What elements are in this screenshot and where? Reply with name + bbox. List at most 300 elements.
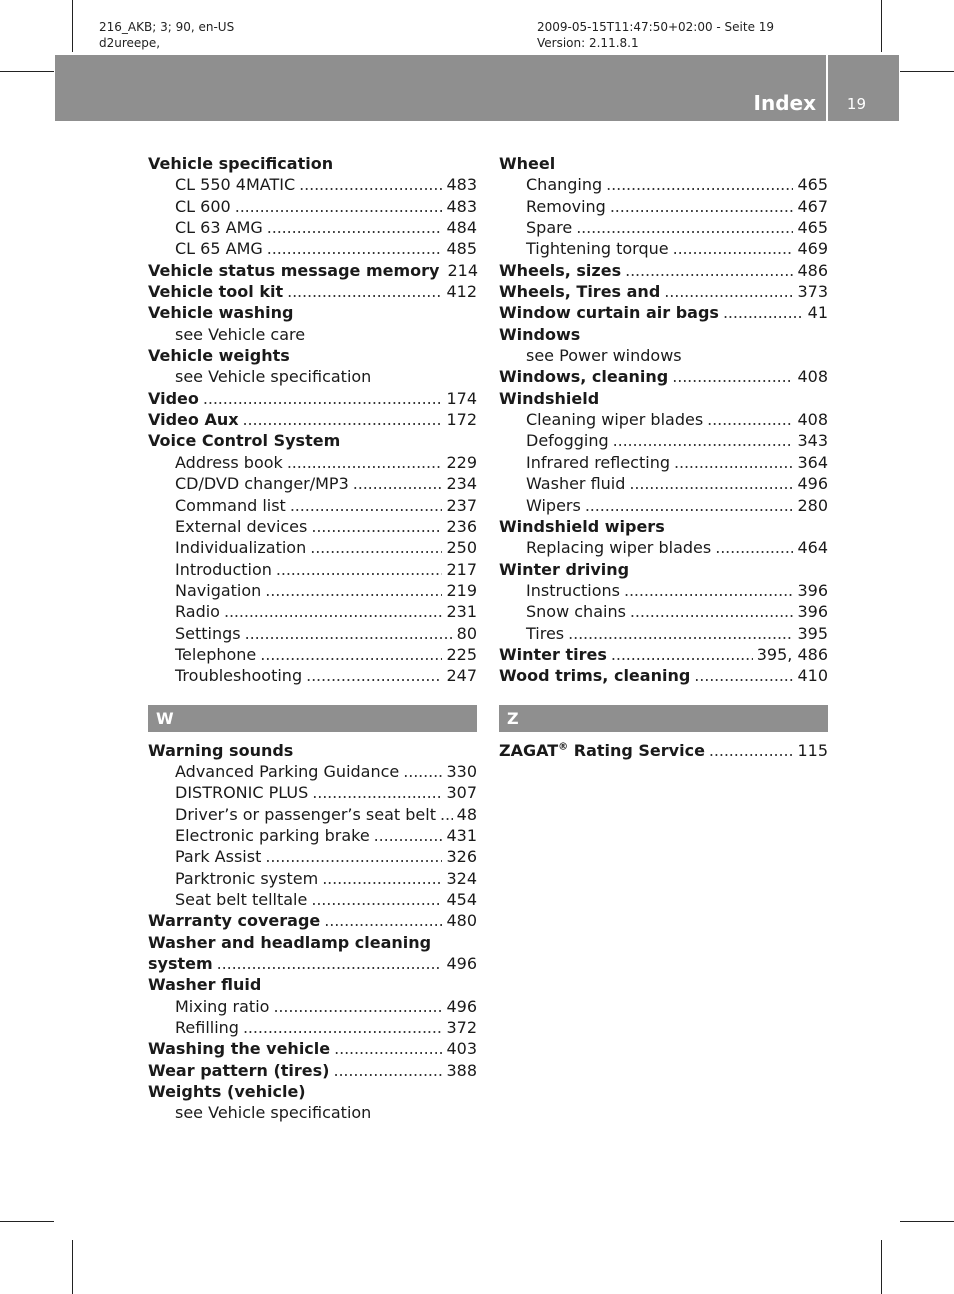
index-subentry — [148, 846, 477, 867]
print-meta-left-line-2: d2ureepe, — [99, 36, 161, 50]
entry-label: Wipers — [526, 495, 581, 515]
entry-text — [175, 559, 272, 580]
entry-label: Warranty coverage — [148, 911, 321, 931]
leader-dots — [287, 452, 443, 473]
index-list-v — [148, 153, 477, 687]
page-reference: 467 — [797, 196, 828, 216]
index-entry — [499, 516, 828, 537]
index-subentry — [499, 238, 828, 259]
crop-mark-bottom-right-horizontal — [900, 1221, 954, 1222]
crop-mark-top-right-vertical — [881, 0, 882, 52]
leader-dots — [312, 782, 442, 803]
entry-text — [499, 388, 599, 409]
index-entry — [148, 740, 477, 761]
leader-dots — [265, 846, 442, 867]
index-subentry — [148, 366, 477, 387]
leader-dots — [334, 1038, 442, 1059]
index-subentry — [148, 217, 477, 238]
index-subentry — [499, 174, 828, 195]
entry-label: Advanced Parking Guidance — [175, 761, 400, 781]
index-subentry — [148, 495, 477, 516]
entry-text — [526, 409, 703, 430]
page-reference: 280 — [797, 495, 828, 515]
entry-label: Cleaning wiper blades — [526, 410, 704, 430]
page-reference: 231 — [446, 602, 477, 622]
print-meta-left-line-1: 216_AKB; 3; 90, en-US — [99, 20, 235, 34]
index-subentry — [148, 196, 477, 217]
page-reference: 236 — [446, 516, 477, 536]
entry-text — [148, 932, 431, 953]
print-meta-right-line-1: 2009-05-15T11:47:50+02:00 - Seite 19 — [537, 20, 775, 34]
index-subentry — [148, 889, 477, 910]
page-reference: 174 — [446, 388, 477, 408]
index-subentry — [148, 804, 477, 825]
page-reference: 496 — [446, 996, 477, 1016]
entry-label: Wheels, sizes — [499, 260, 622, 280]
index-banner — [55, 55, 899, 121]
crop-mark-bottom-right-vertical — [881, 1240, 882, 1294]
entry-text — [148, 153, 333, 174]
index-entry — [148, 953, 477, 974]
entry-label: Washer fluid — [526, 474, 626, 494]
page-reference: 496 — [446, 954, 477, 974]
page-reference: 465 — [797, 175, 828, 195]
entry-text — [526, 623, 564, 644]
index-entry — [148, 1060, 477, 1081]
crop-mark-bottom-left-vertical — [72, 1240, 73, 1294]
entry-text — [175, 238, 263, 259]
entry-text — [175, 868, 318, 889]
index-entry — [499, 644, 828, 665]
entry-text — [148, 1060, 329, 1081]
entry-text — [175, 366, 371, 387]
page-reference: 396 — [797, 580, 828, 600]
entry-text — [499, 366, 668, 387]
leader-dots — [306, 665, 442, 686]
entry-text — [526, 495, 581, 516]
entry-label: Parktronic system — [175, 868, 319, 888]
page-reference: 330 — [446, 761, 477, 781]
leader-dots — [243, 409, 443, 430]
index-subentry — [148, 825, 477, 846]
section-title: Index — [753, 91, 816, 115]
entry-label: Introduction — [175, 559, 272, 579]
index-subentry — [148, 782, 477, 803]
page-reference: 237 — [446, 495, 477, 515]
page-reference: 247 — [446, 666, 477, 686]
entry-label: Seat belt telltale — [175, 890, 308, 909]
entry-text — [526, 217, 572, 238]
entry-text — [148, 302, 293, 323]
entry-label: Video Aux — [148, 410, 239, 430]
leader-dots — [625, 260, 793, 281]
entry-text — [175, 623, 241, 644]
index-entry — [499, 740, 828, 761]
entry-text — [175, 761, 399, 782]
page-reference: 496 — [797, 474, 828, 494]
entry-label: Windshield wipers — [499, 516, 665, 536]
entry-label: see Power windows — [526, 346, 682, 366]
leader-dots — [576, 217, 793, 238]
leader-dots — [299, 174, 442, 195]
entry-label: Address book — [175, 452, 283, 472]
leader-dots — [694, 665, 793, 686]
index-entry — [148, 302, 477, 323]
index-list-z — [499, 740, 828, 761]
page-reference: 483 — [446, 196, 477, 216]
entry-label: Radio — [175, 602, 220, 622]
index-subentry — [148, 537, 477, 558]
entry-text — [175, 996, 269, 1017]
section-header-z: Z — [499, 705, 828, 732]
index-subentry — [148, 996, 477, 1017]
entry-text — [175, 452, 283, 473]
entry-label: Windows — [499, 324, 581, 344]
entry-text — [526, 452, 670, 473]
entry-text — [175, 324, 305, 345]
leader-dots — [630, 601, 794, 622]
index-subentry — [148, 516, 477, 537]
index-entry — [148, 910, 477, 931]
entry-label: CL 550 4MATIC — [175, 175, 296, 195]
index-subentry — [499, 452, 828, 473]
entry-text — [526, 580, 620, 601]
entry-label: Troubleshooting — [175, 666, 303, 686]
index-subentry — [148, 1102, 477, 1123]
page-reference: 326 — [446, 847, 477, 867]
entry-label: Defogging — [526, 431, 609, 451]
leader-dots — [707, 409, 793, 430]
page-reference: 486 — [797, 260, 828, 280]
entry-text — [526, 345, 682, 366]
index-subentry — [499, 495, 828, 516]
index-subentry — [499, 217, 828, 238]
leader-dots — [664, 281, 793, 302]
entry-label: Weights (vehicle) — [148, 1082, 306, 1102]
index-column-left — [148, 153, 477, 1124]
entry-text — [526, 196, 606, 217]
entry-text — [526, 430, 609, 451]
index-entry — [499, 559, 828, 580]
entry-text — [175, 665, 302, 686]
entry-label: Winter driving — [499, 559, 630, 579]
entry-text — [526, 473, 625, 494]
page-reference: 48 — [456, 804, 477, 824]
entry-text — [526, 238, 669, 259]
page-reference: 214 — [447, 260, 479, 280]
page-reference: 80 — [456, 623, 477, 643]
entry-label: Infrared reflecting — [526, 452, 670, 472]
index-entry — [499, 260, 828, 281]
index-subentry — [148, 580, 477, 601]
entry-text — [499, 281, 660, 302]
leader-dots — [260, 644, 442, 665]
page-reference: 343 — [797, 431, 828, 451]
index-entry — [499, 153, 828, 174]
page-reference: 408 — [797, 410, 828, 430]
leader-dots — [715, 537, 793, 558]
entry-text — [175, 889, 307, 910]
section-header-w: W — [148, 705, 477, 732]
entry-label: CD/DVD changer/MP3 — [175, 474, 349, 494]
entry-text — [499, 740, 705, 761]
entry-text — [175, 495, 286, 516]
entry-label: Mixing ratio — [175, 996, 270, 1016]
leader-dots — [374, 825, 443, 846]
crop-mark-bottom-left-horizontal — [0, 1221, 54, 1222]
leader-dots — [723, 302, 804, 323]
entry-label: Command list — [175, 495, 286, 515]
leader-dots — [224, 601, 442, 622]
leader-dots — [673, 238, 794, 259]
index-entry — [148, 409, 477, 430]
leader-dots — [290, 495, 443, 516]
page-reference: 115 — [797, 740, 828, 760]
leader-dots — [267, 217, 443, 238]
registered-mark: ® — [558, 741, 569, 753]
entry-label: Voice Control System — [148, 431, 341, 451]
entry-text — [499, 516, 665, 537]
index-entry — [148, 153, 477, 174]
index-entry — [499, 324, 828, 345]
entry-text — [148, 1081, 306, 1102]
leader-dots — [245, 623, 453, 644]
entry-text — [175, 825, 370, 846]
entry-label: Video — [148, 388, 199, 408]
page-reference: 464 — [797, 538, 828, 558]
entry-label: Windows, cleaning — [499, 367, 669, 387]
print-meta-right-line-2: Version: 2.11.8.1 — [537, 36, 639, 50]
leader-dots — [333, 1060, 442, 1081]
entry-label: Vehicle tool kit — [148, 282, 284, 302]
index-entry — [148, 388, 477, 409]
page-reference: 217 — [446, 559, 477, 579]
page-reference: 225 — [446, 644, 477, 664]
index-subentry — [499, 345, 828, 366]
entry-text — [175, 196, 231, 217]
page-reference: 388 — [446, 1060, 477, 1080]
entry-label: Park Assist — [175, 847, 262, 867]
entry-text — [175, 174, 295, 195]
page-reference: 307 — [446, 783, 477, 803]
index-entry — [148, 430, 477, 451]
entry-label: Driver’s or passenger’s seat belt — [175, 804, 436, 824]
leader-dots — [674, 452, 793, 473]
print-meta-right — [537, 19, 774, 51]
entry-label: Vehicle specification — [148, 154, 334, 173]
entry-text — [175, 782, 308, 803]
entry-text — [148, 430, 340, 451]
page-reference: 396 — [797, 602, 828, 622]
entry-label: Washing the vehicle — [148, 1039, 331, 1059]
entry-text — [148, 1038, 330, 1059]
entry-text — [175, 644, 256, 665]
leader-dots — [709, 740, 794, 761]
page-reference: 483 — [446, 175, 477, 195]
index-entry — [499, 281, 828, 302]
entry-label: system — [148, 954, 213, 974]
print-meta-left — [99, 19, 234, 51]
leader-dots — [324, 910, 442, 931]
entry-text — [499, 324, 580, 345]
index-subentry — [499, 623, 828, 644]
entry-label: External devices — [175, 516, 308, 536]
index-subentry — [499, 409, 828, 430]
index-subentry — [148, 473, 477, 494]
leader-dots — [311, 889, 442, 910]
entry-text — [175, 473, 349, 494]
leader-dots — [610, 196, 794, 217]
leader-dots — [267, 238, 443, 259]
index-entry — [499, 665, 828, 686]
entry-label: Navigation — [175, 580, 262, 600]
page-reference: 412 — [446, 282, 477, 302]
entry-text — [175, 601, 220, 622]
entry-label: CL 63 AMG — [175, 218, 263, 238]
entry-text — [499, 260, 621, 281]
page-reference: 395 — [797, 623, 828, 643]
index-list-w — [148, 740, 477, 1124]
entry-label: Vehicle washing — [148, 303, 294, 323]
index-list-w-continued — [499, 153, 828, 687]
entry-text — [175, 846, 261, 867]
entry-label: see Vehicle care — [175, 324, 306, 344]
entry-text — [148, 388, 199, 409]
leader-dots — [629, 473, 793, 494]
entry-label: Wheel — [499, 154, 556, 173]
index-subentry — [148, 559, 477, 580]
entry-label: Electronic parking brake — [175, 825, 370, 845]
entry-label: Instructions — [526, 580, 620, 600]
entry-label: CL 65 AMG — [175, 239, 263, 259]
entry-text — [148, 740, 293, 761]
entry-label: Tires — [526, 623, 565, 643]
page-reference: 480 — [446, 911, 477, 931]
entry-text — [175, 537, 306, 558]
index-entry — [148, 260, 477, 281]
leader-dots — [276, 559, 443, 580]
leader-dots — [585, 495, 794, 516]
page-reference: 364 — [797, 452, 828, 472]
index-entry — [148, 1038, 477, 1059]
index-subentry — [148, 761, 477, 782]
page-reference: 324 — [446, 868, 477, 888]
crop-mark-top-left-horizontal — [0, 71, 54, 72]
entry-label: Washer fluid — [148, 975, 262, 995]
entry-label: Wood trims, cleaning — [499, 666, 691, 686]
entry-label: DISTRONIC PLUS — [175, 783, 309, 803]
page-reference: 469 — [797, 239, 828, 259]
entry-text — [499, 644, 607, 665]
index-subentry — [499, 601, 828, 622]
entry-label: Snow chains — [526, 602, 626, 622]
entry-label: Telephone — [175, 644, 257, 664]
entry-label: Wear pattern (tires) — [148, 1060, 330, 1080]
entry-label: Refilling — [175, 1018, 239, 1038]
leader-dots — [403, 761, 442, 782]
index-entry — [148, 345, 477, 366]
leader-dots — [322, 868, 442, 889]
entry-text — [526, 174, 602, 195]
leader-dots — [287, 281, 442, 302]
entry-text — [499, 153, 555, 174]
entry-label: Vehicle status message memory — [148, 260, 440, 280]
entry-label: Spare — [526, 218, 573, 238]
page-reference: 373 — [797, 282, 828, 302]
entry-label: Vehicle weights — [148, 346, 290, 366]
entry-text — [175, 580, 261, 601]
index-entry — [148, 1081, 477, 1102]
entry-text — [175, 1102, 371, 1123]
index-entry — [148, 932, 477, 953]
index-entry — [499, 388, 828, 409]
page-number: 19 — [846, 95, 866, 113]
page-reference: 372 — [446, 1018, 477, 1038]
page-reference: 408 — [797, 367, 828, 387]
page-reference: 454 — [446, 890, 477, 909]
page-reference: 41 — [807, 303, 828, 323]
entry-label: Individualization — [175, 538, 307, 558]
leader-dots — [568, 623, 793, 644]
crop-mark-top-left-vertical — [72, 0, 73, 52]
index-subentry — [148, 238, 477, 259]
entry-label: see Vehicle specification — [175, 367, 372, 387]
index-entry — [499, 302, 828, 323]
entry-label: Changing — [526, 175, 603, 195]
entry-label-continued: Rating Service — [568, 740, 705, 760]
leader-dots — [311, 516, 442, 537]
entry-label: CL 600 — [175, 196, 231, 216]
entry-label: Winter tires — [499, 644, 607, 664]
entry-text — [148, 910, 320, 931]
index-subentry — [499, 473, 828, 494]
entry-text — [175, 516, 307, 537]
index-subentry — [148, 324, 477, 345]
leader-dots — [440, 804, 453, 825]
page-reference: 431 — [446, 825, 477, 845]
index-subentry — [499, 196, 828, 217]
entry-text — [526, 601, 626, 622]
entry-label: Window curtain air bags — [499, 303, 719, 323]
banner-separator — [826, 55, 828, 121]
page-reference: 465 — [797, 218, 828, 238]
leader-dots — [672, 366, 793, 387]
entry-label: Warning sounds — [148, 740, 294, 760]
entry-text — [175, 804, 436, 825]
page-reference: 229 — [446, 452, 477, 472]
index-subentry — [148, 1017, 477, 1038]
index-subentry — [148, 452, 477, 473]
entry-text — [175, 1017, 239, 1038]
entry-text — [148, 281, 283, 302]
leader-dots — [203, 388, 443, 409]
crop-mark-top-right-horizontal — [900, 71, 954, 72]
entry-text — [148, 953, 213, 974]
entry-label: Wheels, Tires and — [499, 282, 661, 302]
page-reference: 484 — [446, 218, 477, 238]
index-subentry — [148, 623, 477, 644]
entry-label: see Vehicle specification — [175, 1103, 372, 1123]
index-entry — [499, 366, 828, 387]
index-subentry — [148, 601, 477, 622]
entry-text — [148, 345, 290, 366]
index-subentry — [148, 174, 477, 195]
index-subentry — [148, 644, 477, 665]
index-entry — [148, 281, 477, 302]
page-reference: 250 — [446, 538, 477, 558]
entry-label: Settings — [175, 623, 241, 643]
leader-dots — [217, 953, 443, 974]
